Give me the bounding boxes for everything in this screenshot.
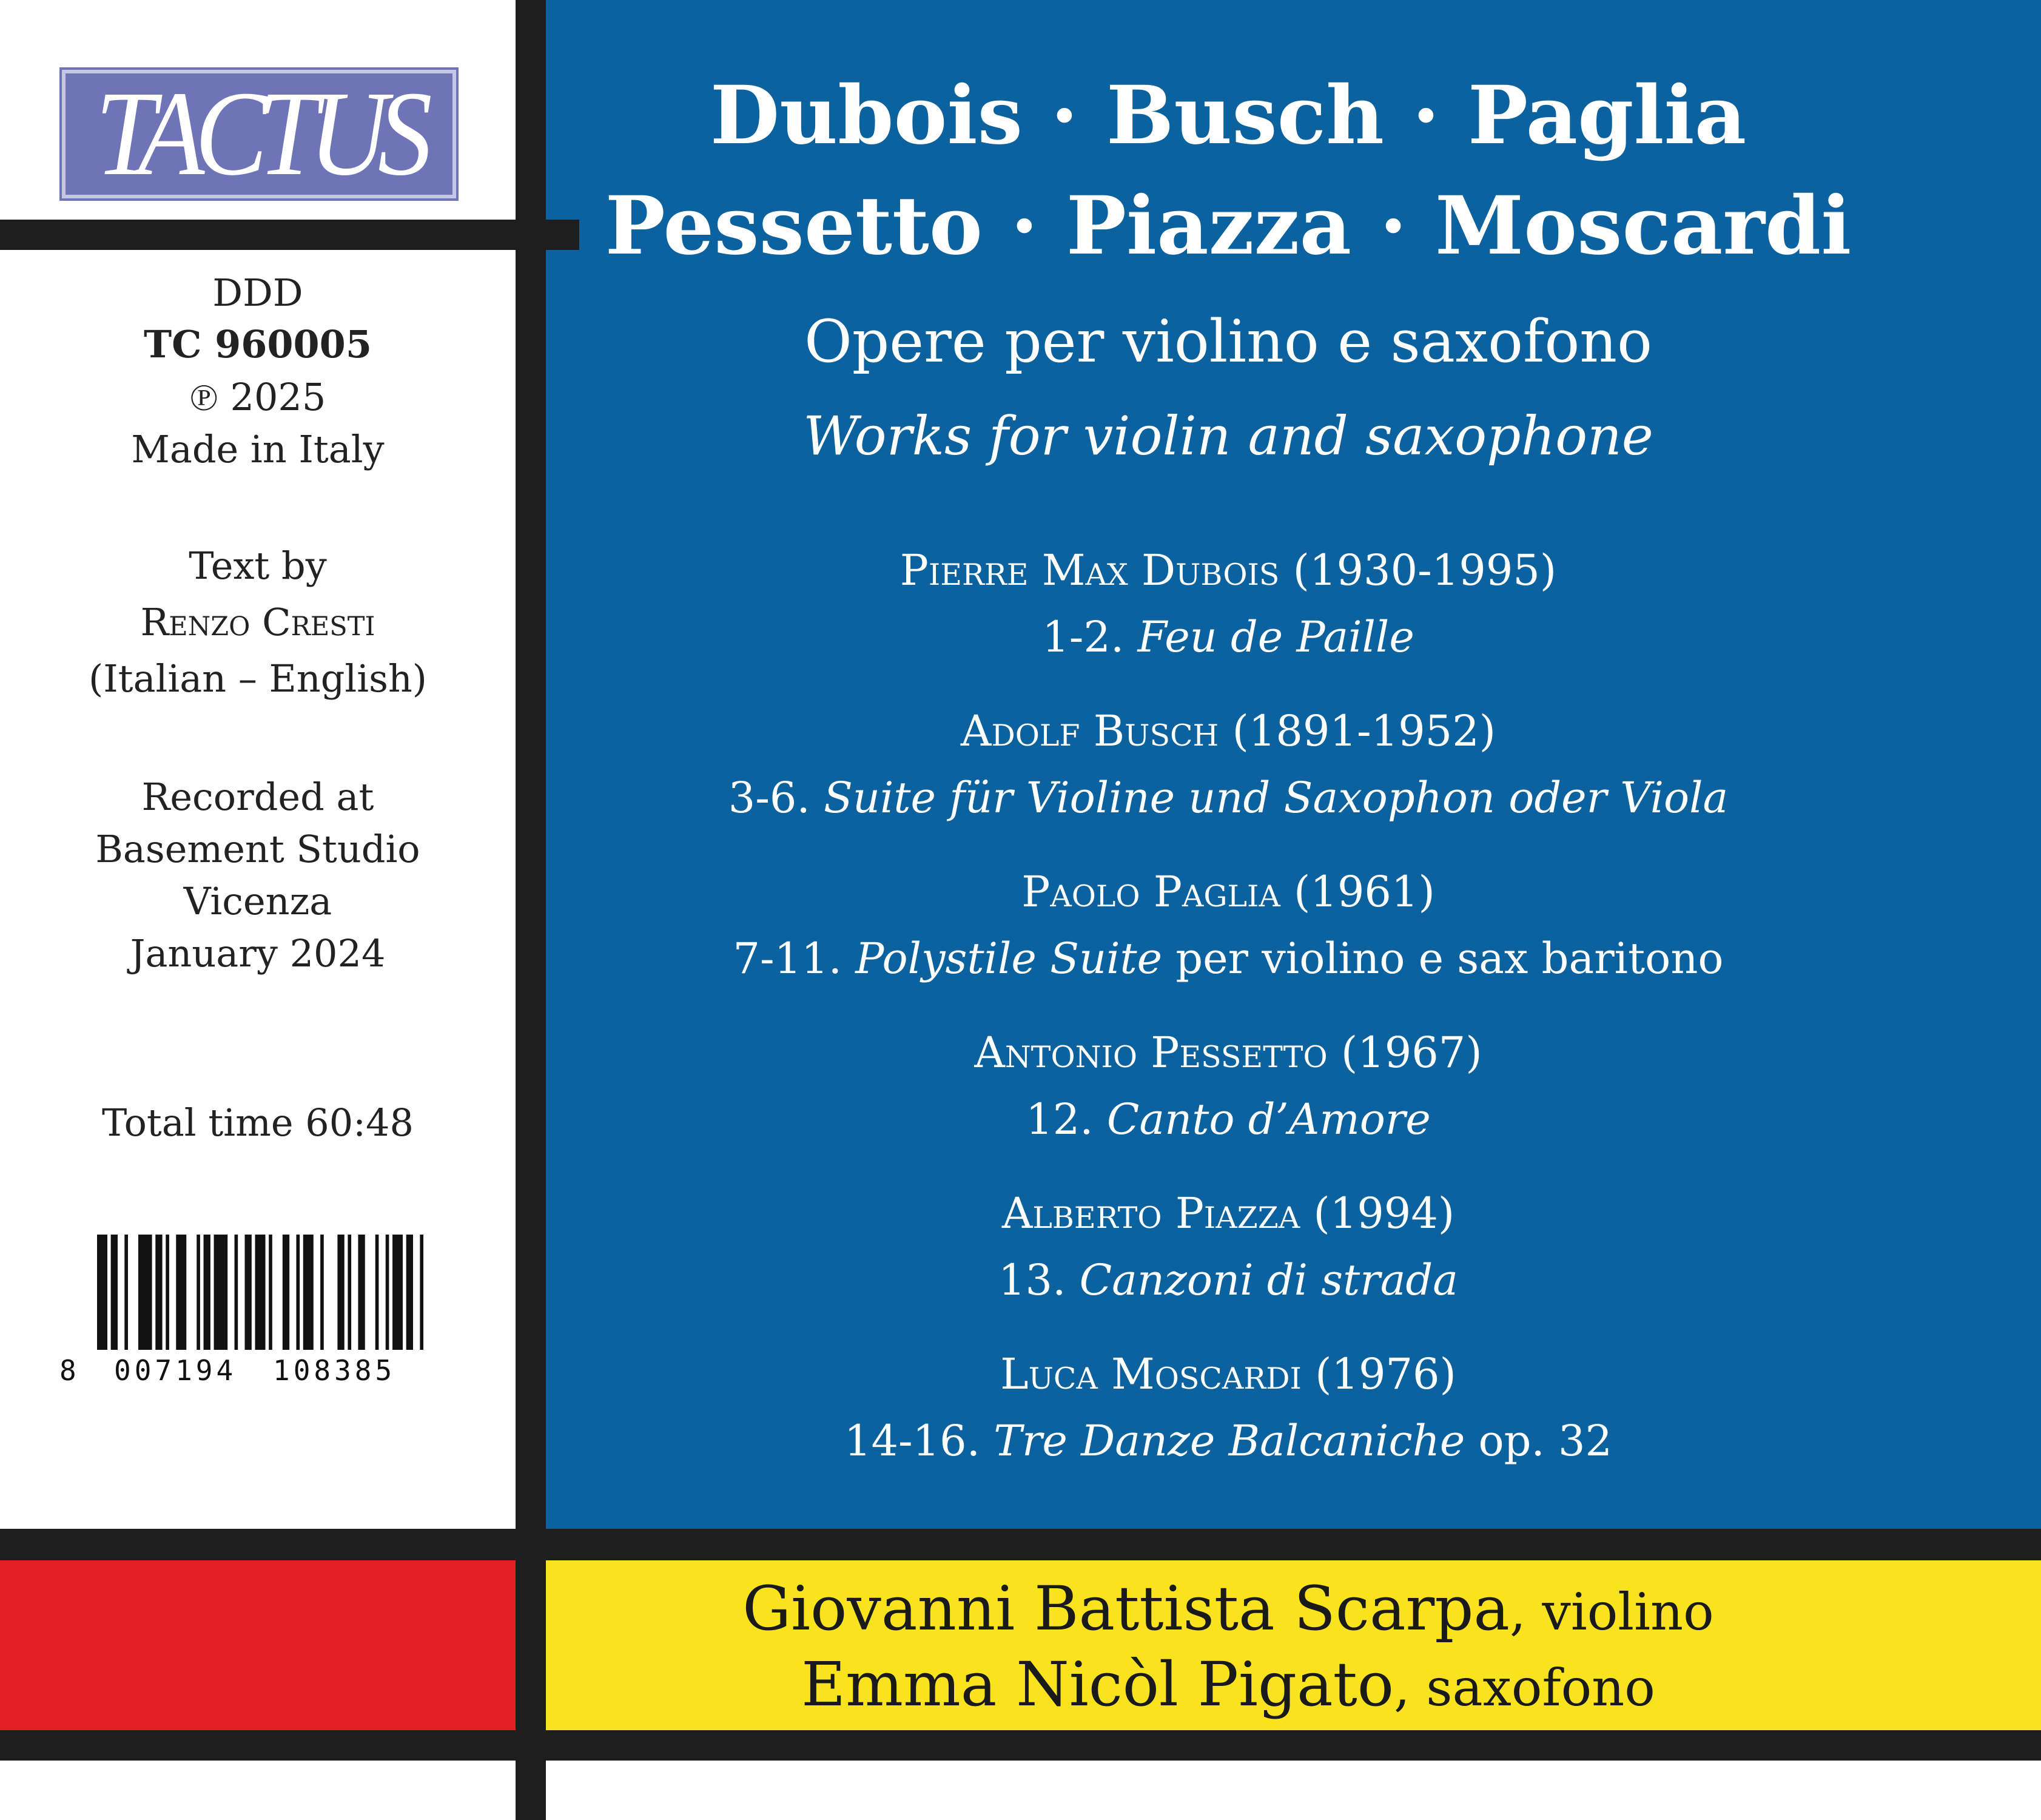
barcode-bar xyxy=(111,1235,118,1350)
barcode-bar xyxy=(392,1235,403,1350)
barcode-bar xyxy=(283,1235,289,1350)
top-left-divider-bar xyxy=(0,220,579,250)
barcode-bar xyxy=(337,1235,344,1350)
format-code: DDD xyxy=(212,271,303,315)
barcode-bar xyxy=(166,1235,169,1350)
barcode-bar xyxy=(269,1235,272,1350)
work-title: Suite für Violine und Saxophon oder Viola xyxy=(823,773,1729,823)
composers-line-1: Dubois · Busch · Paglia xyxy=(710,69,1747,163)
text-by-label: Text by xyxy=(189,544,327,588)
track-numbers: 14-16. xyxy=(844,1416,980,1466)
work-opus: op. 32 xyxy=(1478,1416,1613,1466)
release-year: 2025 xyxy=(230,375,326,419)
total-time: Total time 60:48 xyxy=(102,1100,414,1145)
track-numbers: 7-11. xyxy=(733,934,842,983)
barcode-bar xyxy=(176,1235,186,1350)
work-title: Feu de Paille xyxy=(1137,612,1414,662)
work-pessetto xyxy=(546,1094,1911,1144)
work-title: Polystile Suite xyxy=(855,934,1163,983)
logo-text: TACTUS xyxy=(95,67,423,201)
barcode-bar xyxy=(406,1235,413,1350)
work-piazza xyxy=(546,1255,1911,1305)
composer-busch: Adolf Busch (1891-1952) xyxy=(960,706,1496,756)
barcode-bars xyxy=(97,1235,434,1350)
composer-piazza: Alberto Piazza (1994) xyxy=(1001,1188,1455,1238)
barcode-bar xyxy=(197,1235,200,1350)
composer-dubois: Pierre Max Dubois (1930-1995) xyxy=(899,545,1557,595)
work-title: Canzoni di strada xyxy=(1079,1255,1458,1305)
red-panel xyxy=(0,1560,516,1730)
barcode-digit-first: 8 xyxy=(59,1354,76,1387)
phonogram-symbol: ℗ xyxy=(189,375,218,419)
barcode-digits-group-2: 108385 xyxy=(273,1354,396,1387)
recorded-line-1: Recorded at xyxy=(141,775,374,819)
bottom-white-strip xyxy=(0,1761,2041,1820)
composer-moscardi: Luca Moscardi (1976) xyxy=(1000,1349,1456,1399)
barcode-bar xyxy=(386,1235,389,1350)
barcode-bar xyxy=(375,1235,379,1350)
barcode-bar xyxy=(348,1235,351,1350)
track-numbers: 1-2. xyxy=(1042,612,1125,662)
work-instrumentation: per violino e sax baritono xyxy=(1175,934,1724,983)
barcode-bar xyxy=(420,1235,423,1350)
subtitle-english: Works for violin and saxophone xyxy=(803,405,1653,467)
track-numbers: 13. xyxy=(998,1255,1066,1305)
performer-role: , violino xyxy=(1510,1582,1714,1642)
tactus-logo xyxy=(62,67,456,201)
work-busch xyxy=(546,773,1911,823)
work-title: Canto d’Amore xyxy=(1106,1094,1431,1144)
text-author: Renzo Cresti xyxy=(140,600,375,644)
barcode-bar xyxy=(124,1235,128,1350)
barcode-bar xyxy=(155,1235,162,1350)
work-paglia xyxy=(546,934,1911,983)
performer-role: , saxofono xyxy=(1393,1658,1655,1717)
work-dubois xyxy=(546,612,1911,662)
barcode-bar xyxy=(255,1235,266,1350)
barcode-bar xyxy=(358,1235,365,1350)
performer-violin xyxy=(546,1573,1911,1644)
composer-pessetto: Antonio Pessetto (1967) xyxy=(974,1028,1482,1077)
performer-name: Giovanni Battista Scarpa xyxy=(742,1573,1510,1644)
barcode-bar xyxy=(245,1235,252,1350)
work-title: Tre Danze Balcaniche xyxy=(994,1416,1465,1466)
phonogram-year xyxy=(0,375,516,419)
recorded-line-3: Vicenza xyxy=(183,879,332,923)
subtitle-italian: Opere per violino e saxofono xyxy=(804,308,1652,376)
catalog-number: TC 960005 xyxy=(144,322,372,366)
barcode-bar xyxy=(204,1235,210,1350)
performer-saxophone xyxy=(546,1649,1911,1720)
languages: (Italian – English) xyxy=(89,656,427,701)
barcode-bar xyxy=(320,1235,324,1350)
barcode-bar xyxy=(303,1235,314,1350)
barcode-bar xyxy=(235,1235,238,1350)
barcode-bar xyxy=(97,1235,107,1350)
upper-horizontal-bar xyxy=(0,1529,2041,1560)
performer-name: Emma Nicòl Pigato xyxy=(801,1649,1394,1720)
track-numbers: 12. xyxy=(1026,1094,1094,1144)
origin-text: Made in Italy xyxy=(131,427,385,471)
work-moscardi xyxy=(546,1416,1911,1466)
barcode-bar xyxy=(214,1235,228,1350)
barcode-digits-group-1: 007194 xyxy=(114,1354,237,1387)
barcode-bar xyxy=(296,1235,300,1350)
track-numbers: 3-6. xyxy=(728,773,810,823)
recorded-line-2: Basement Studio xyxy=(95,827,420,871)
barcode-bar xyxy=(138,1235,152,1350)
composer-paglia: Paolo Paglia (1961) xyxy=(1021,867,1435,917)
composers-line-2: Pessetto · Piazza · Moscardi xyxy=(605,179,1852,273)
recorded-line-4: January 2024 xyxy=(130,931,386,976)
barcode xyxy=(97,1235,434,1350)
lower-horizontal-bar xyxy=(0,1730,2041,1761)
